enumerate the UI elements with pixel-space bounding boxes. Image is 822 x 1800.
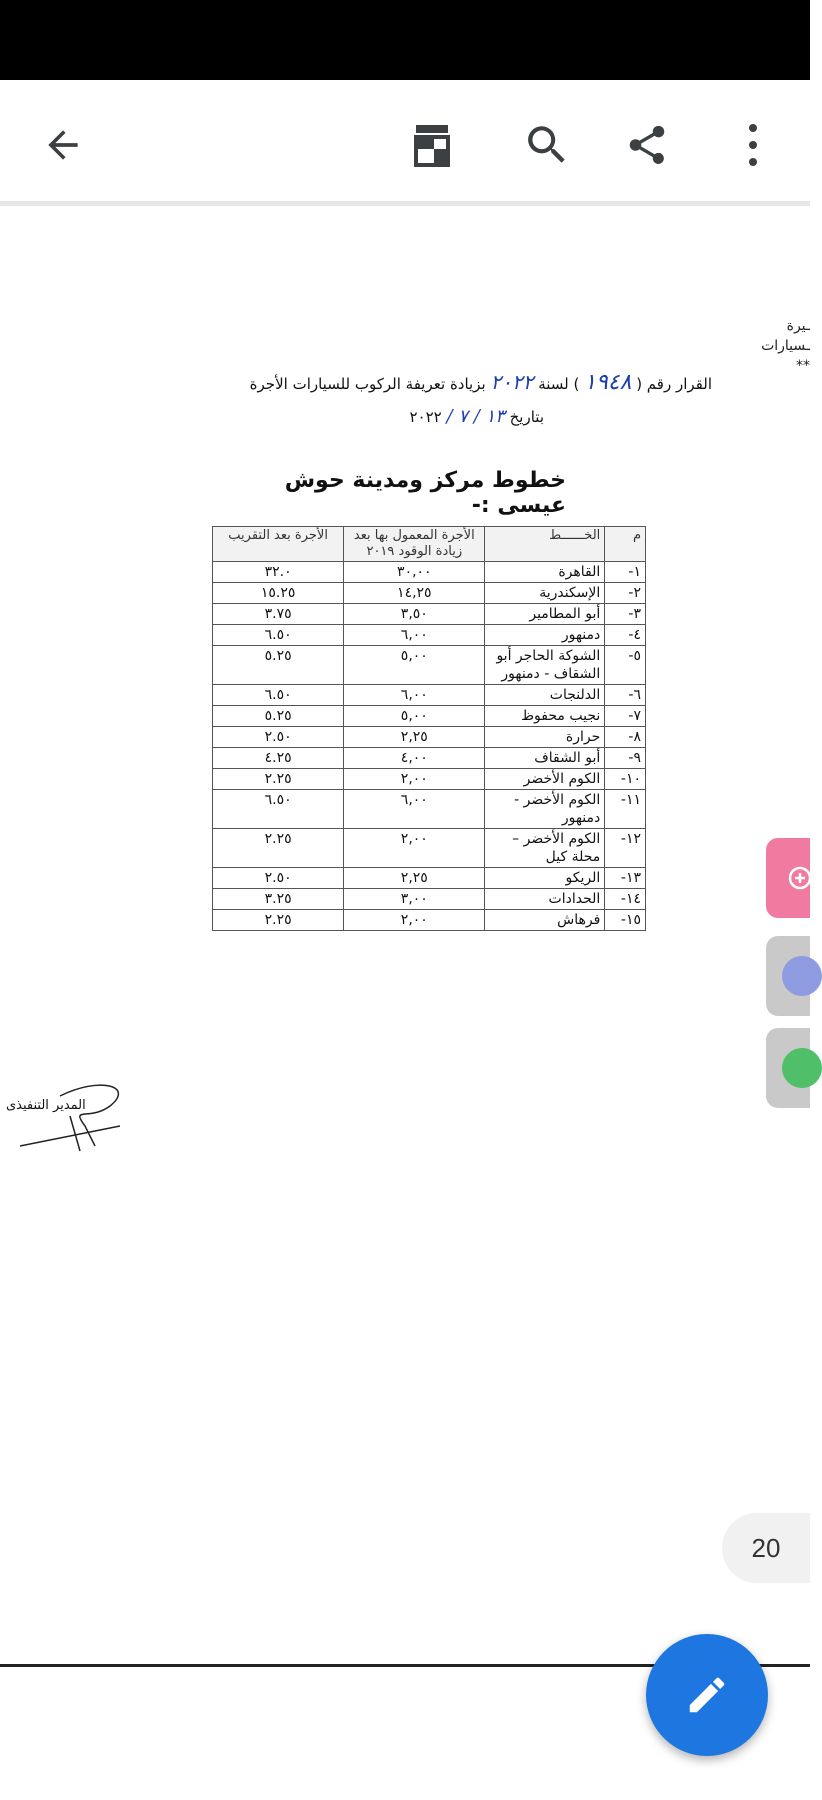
date-prefix: بتاريخ: [509, 408, 544, 426]
row-old-fare: ٦,٠٠: [344, 625, 485, 646]
document-layout-button[interactable]: [404, 112, 460, 178]
fares-table: [212, 526, 646, 931]
search-button[interactable]: [514, 112, 580, 178]
decision-date: ١٣ / ٧ /: [446, 406, 505, 427]
row-old-fare: ٤,٠٠: [344, 748, 485, 769]
table-row: [213, 829, 646, 868]
table-row: [213, 889, 646, 910]
decision-prefix: القرار رقم (: [636, 375, 712, 393]
row-new-fare: ٣.٧٥: [213, 604, 344, 625]
row-number: ١٠-: [605, 769, 646, 790]
row-number: ٦-: [605, 685, 646, 706]
row-line: الريكو: [485, 868, 605, 889]
row-number: ٩-: [605, 748, 646, 769]
signature-scribble: [0, 1076, 140, 1156]
row-line: الإسكندرية: [485, 583, 605, 604]
row-line: الكوم الأخضر: [485, 769, 605, 790]
table-body: [213, 562, 646, 931]
row-new-fare: ٢.٥٠: [213, 868, 344, 889]
row-new-fare: ٦.٥٠: [213, 625, 344, 646]
share-button[interactable]: [614, 112, 680, 178]
table-row: [213, 769, 646, 790]
row-new-fare: ٢.٥٠: [213, 727, 344, 748]
row-line: الدلنجات: [485, 685, 605, 706]
document-layout-icon: [414, 123, 450, 167]
table-row: [213, 604, 646, 625]
row-new-fare: ٦.٥٠: [213, 790, 344, 829]
send-fab[interactable]: [766, 936, 810, 1016]
row-line: القاهرة: [485, 562, 605, 583]
row-line: الشوكة الحاجر أبو الشقاف - دمنهور: [485, 646, 605, 685]
row-line: الكوم الأخضر – محلة كيل: [485, 829, 605, 868]
row-new-fare: ٥.٢٥: [213, 646, 344, 685]
table-row: [213, 910, 646, 931]
row-number: ٣-: [605, 604, 646, 625]
decision-subject: بزيادة تعريفة الركوب للسيارات الأجرة: [249, 375, 486, 393]
decision-line-2: [300, 406, 544, 427]
row-line: الكوم الأخضر - دمنهور: [485, 790, 605, 829]
table-row: [213, 583, 646, 604]
section-title: خطوط مركز ومدينة حوش عيسى :-: [284, 468, 566, 518]
table-row: [213, 727, 646, 748]
row-number: ١٣-: [605, 868, 646, 889]
plus-icon: [788, 866, 812, 890]
more-options-button[interactable]: [728, 112, 778, 178]
row-number: ٢-: [605, 583, 646, 604]
row-number: ١٤-: [605, 889, 646, 910]
edit-button[interactable]: [646, 1634, 768, 1756]
row-new-fare: ٢.٢٥: [213, 910, 344, 931]
row-line: الحدادات: [485, 889, 605, 910]
row-number: ٧-: [605, 706, 646, 727]
pencil-icon: [684, 1672, 730, 1718]
back-button[interactable]: [30, 112, 96, 178]
row-new-fare: ٦.٥٠: [213, 685, 344, 706]
row-old-fare: ٢,٢٥: [344, 868, 485, 889]
row-old-fare: ١٤,٢٥: [344, 583, 485, 604]
table-row: [213, 868, 646, 889]
row-new-fare: ٣.٢٥: [213, 889, 344, 910]
document-page: [0, 206, 810, 1656]
row-number: ٨-: [605, 727, 646, 748]
row-old-fare: ٦,٠٠: [344, 790, 485, 829]
status-bar: [0, 0, 810, 80]
row-old-fare: ٣,٠٠: [344, 889, 485, 910]
row-new-fare: ٢.٢٥: [213, 829, 344, 868]
table-row: [213, 790, 646, 829]
row-new-fare: ١٥.٢٥: [213, 583, 344, 604]
row-number: ١-: [605, 562, 646, 583]
row-new-fare: ٤.٢٥: [213, 748, 344, 769]
row-number: ١١-: [605, 790, 646, 829]
chat-fab[interactable]: [766, 1028, 810, 1108]
decision-mid: ) لسنة: [538, 375, 580, 393]
row-old-fare: ٦,٠٠: [344, 685, 485, 706]
row-old-fare: ٢,٠٠: [344, 910, 485, 931]
corner-line: **: [796, 358, 810, 374]
table-header-row: [213, 527, 646, 562]
send-icon: [782, 956, 822, 996]
decision-year: ٢٠٢٢: [490, 370, 534, 394]
row-new-fare: ٢.٢٥: [213, 769, 344, 790]
corner-partial-text: [761, 316, 810, 376]
search-icon: [522, 120, 572, 170]
row-number: ٥-: [605, 646, 646, 685]
share-icon: [624, 122, 670, 168]
signature-label: المدير التنفيذى: [6, 1098, 86, 1113]
row-old-fare: ٢,٠٠: [344, 769, 485, 790]
table-row: [213, 625, 646, 646]
row-number: ٤-: [605, 625, 646, 646]
corner-line: ـيرة: [786, 318, 810, 334]
row-line: أبو الشقاف: [485, 748, 605, 769]
row-line: حرارة: [485, 727, 605, 748]
page-number-indicator: 20: [722, 1513, 810, 1583]
col-header-new-fare: الأجرة بعد التقريب: [213, 527, 344, 562]
row-line: فرهاش: [485, 910, 605, 931]
row-new-fare: ٣٢.٠: [213, 562, 344, 583]
table-row: [213, 748, 646, 769]
row-line: نجيب محفوظ: [485, 706, 605, 727]
col-header-line: الخــــــط: [485, 527, 605, 562]
row-old-fare: ٥,٠٠: [344, 706, 485, 727]
row-old-fare: ٢,٢٥: [344, 727, 485, 748]
arrow-left-icon: [41, 123, 85, 167]
table-row: [213, 706, 646, 727]
more-vertical-icon: [747, 122, 759, 168]
date-year: ٢٠٢٢: [409, 408, 442, 426]
corner-line: ـسيارات: [761, 338, 810, 354]
row-old-fare: ٣,٥٠: [344, 604, 485, 625]
col-header-old-fare: الأجرة المعمول بها بعد زيادة الوقود ٢٠١٩: [344, 527, 485, 562]
row-line: أبو المطامير: [485, 604, 605, 625]
row-old-fare: ٣٠,٠٠: [344, 562, 485, 583]
row-new-fare: ٥.٢٥: [213, 706, 344, 727]
add-fab[interactable]: [766, 838, 810, 918]
row-old-fare: ٥,٠٠: [344, 646, 485, 685]
app-toolbar: [0, 80, 810, 206]
row-number: ١٢-: [605, 829, 646, 868]
decision-number: ١٩٤٨: [584, 370, 632, 395]
row-old-fare: ٢,٠٠: [344, 829, 485, 868]
table-row: [213, 646, 646, 685]
decision-line-1: [138, 370, 712, 395]
table-row: [213, 562, 646, 583]
row-number: ١٥-: [605, 910, 646, 931]
chat-icon: [782, 1048, 822, 1088]
col-header-number: م: [605, 527, 646, 562]
row-line: دمنهور: [485, 625, 605, 646]
table-row: [213, 685, 646, 706]
